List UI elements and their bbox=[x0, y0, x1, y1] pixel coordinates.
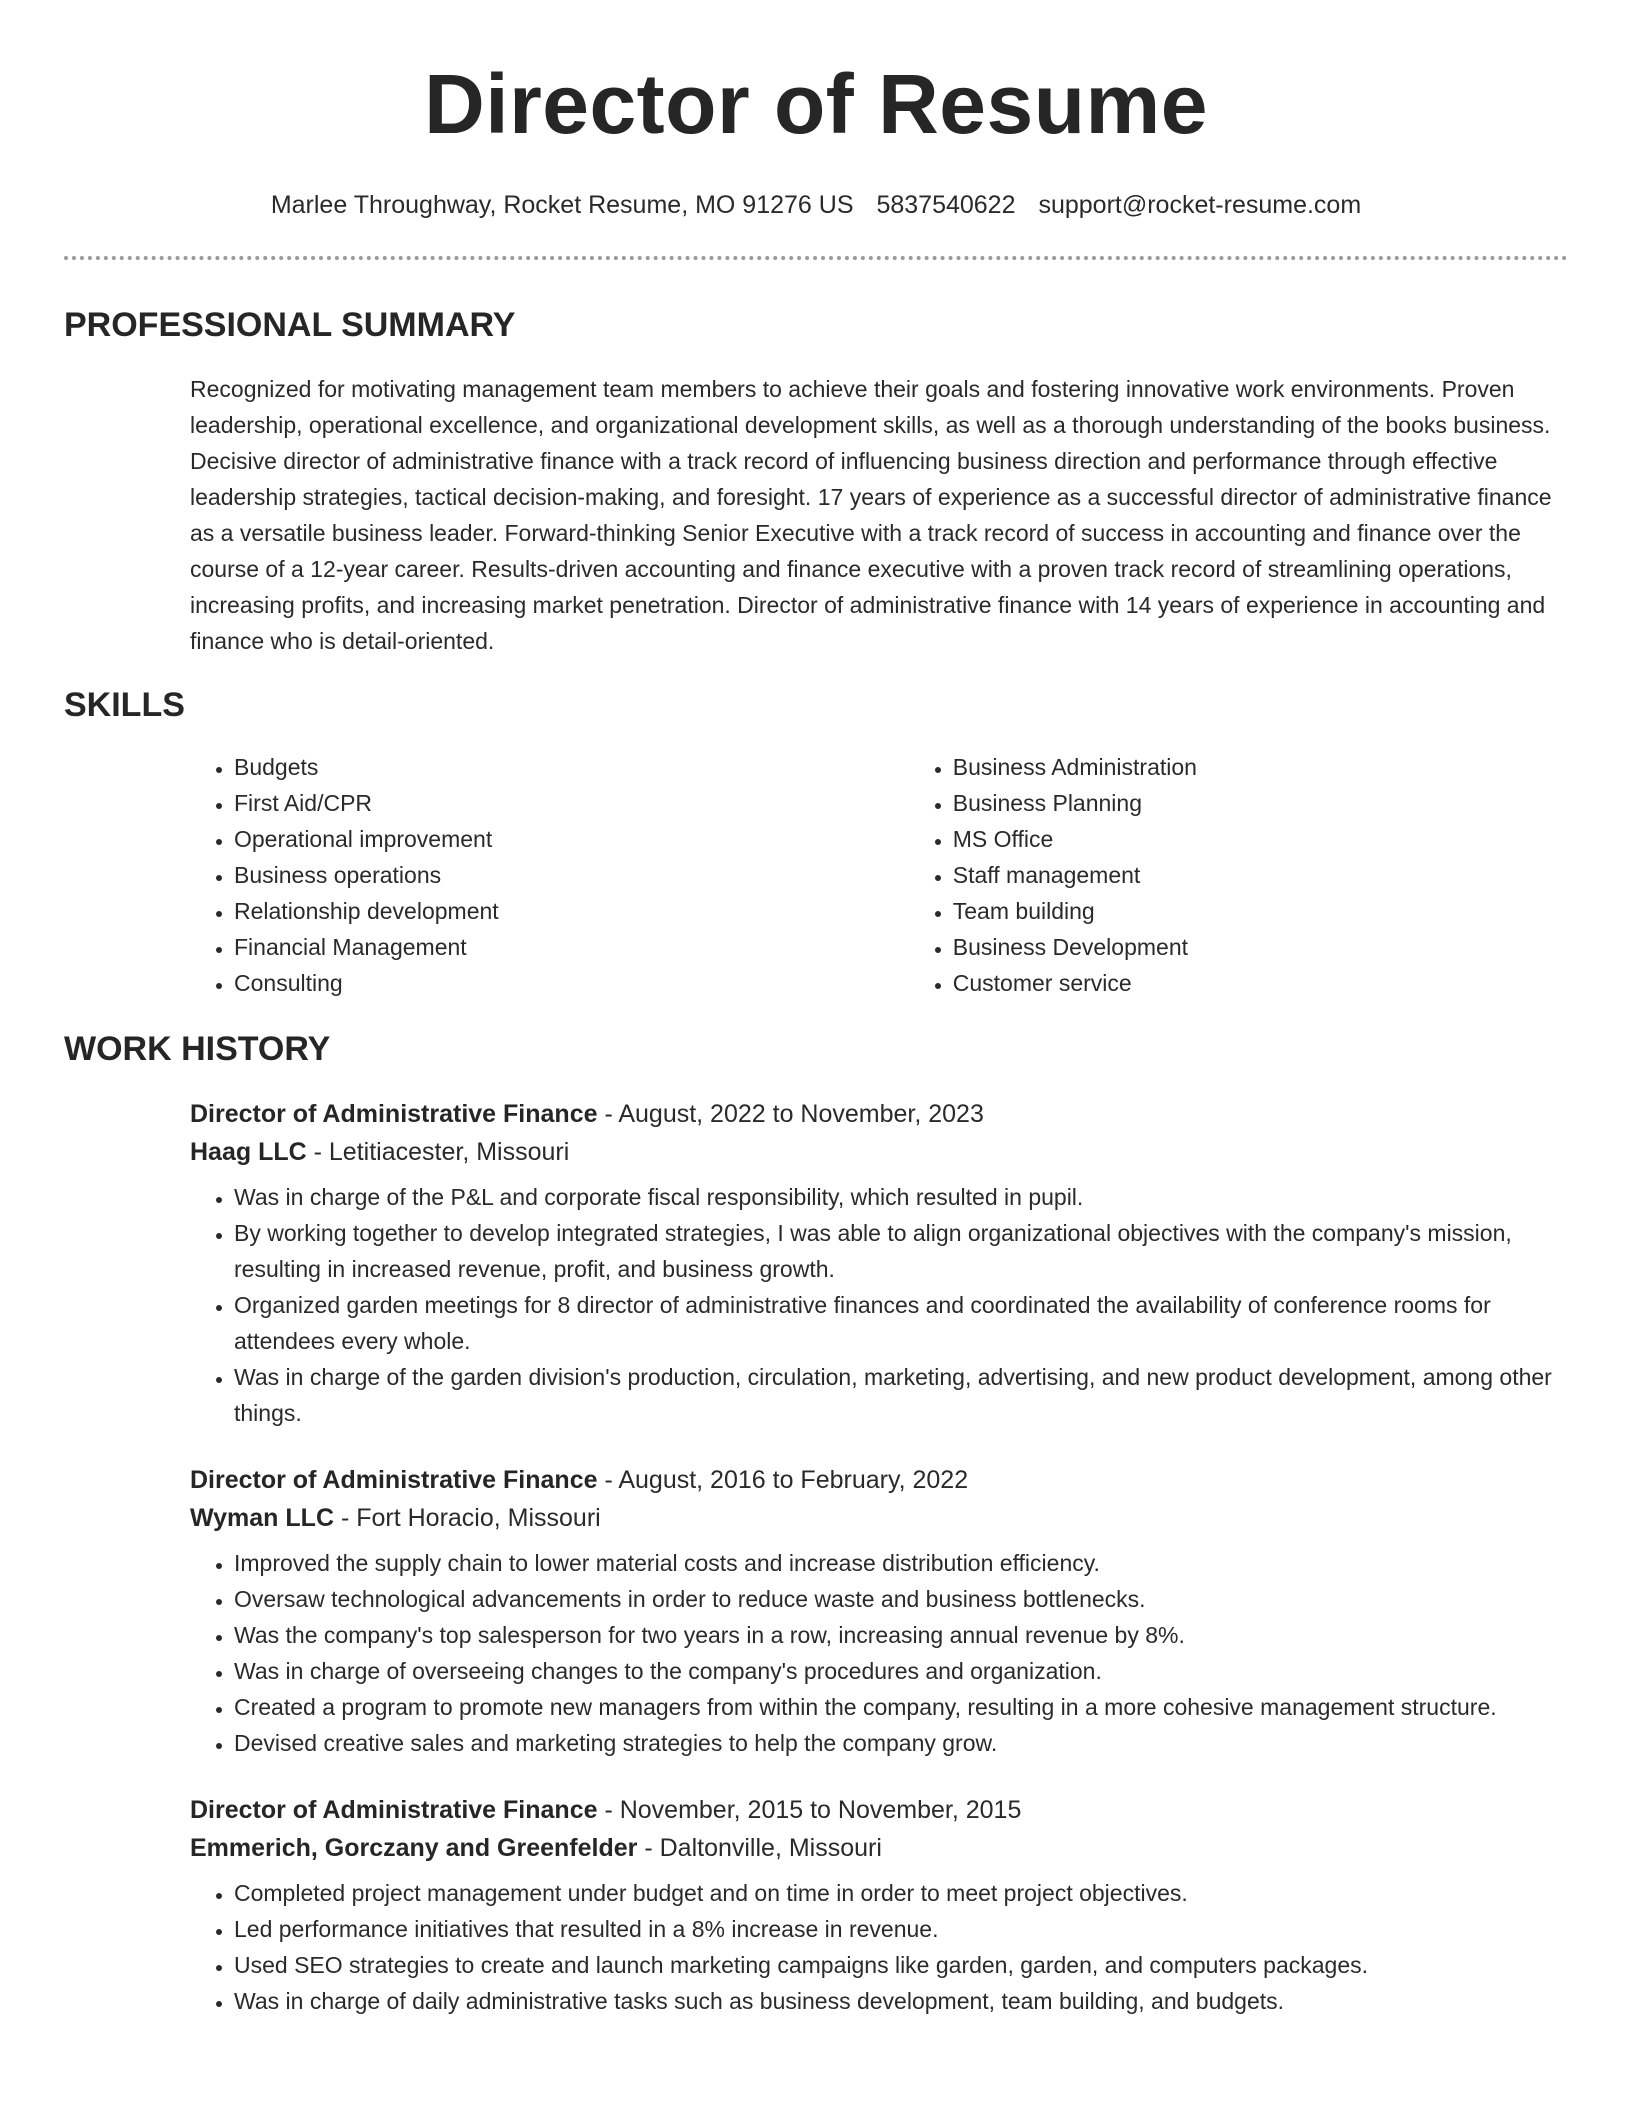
job-title: Director of Administrative Finance bbox=[190, 1466, 598, 1494]
job-bullet: • Led performance initiatives that resulted in a 8% increase in revenue. bbox=[234, 1911, 1568, 1947]
resume-title: Director of Resume bbox=[424, 57, 1208, 151]
job-bullet: • Devised creative sales and marketing strategies to help the company grow. bbox=[234, 1725, 1568, 1761]
job-dates: - August, 2022 to November, 2023 bbox=[597, 1100, 984, 1128]
job-company-line bbox=[190, 1133, 1568, 1171]
skill-item: • Budgets bbox=[234, 749, 909, 785]
skill-item: • Team building bbox=[953, 893, 1568, 929]
job-entry bbox=[190, 1095, 1568, 1431]
skill-item: • Consulting bbox=[234, 965, 909, 1001]
skill-item: • Business Development bbox=[953, 929, 1568, 965]
job-dates: - November, 2015 to November, 2015 bbox=[597, 1796, 1022, 1824]
job-location: - Daltonville, Missouri bbox=[637, 1834, 882, 1862]
job-title-line bbox=[190, 1791, 1568, 1829]
job-company-line bbox=[190, 1499, 1568, 1537]
job-location: - Fort Horacio, Missouri bbox=[334, 1504, 601, 1532]
job-title: Director of Administrative Finance bbox=[190, 1100, 598, 1128]
job-dates: - August, 2016 to February, 2022 bbox=[597, 1466, 969, 1494]
job-bullets bbox=[190, 1875, 1568, 2019]
skills-list bbox=[190, 749, 1568, 1001]
job-bullet: • Organized garden meetings for 8 director of administrative finances and coordinated the availability of conference rooms for attendees every whole. bbox=[234, 1287, 1568, 1359]
skills-column-left bbox=[190, 749, 909, 1001]
job-bullet: • Was in charge of the P&L and corporate fiscal responsibility, which resulted in pupil. bbox=[234, 1179, 1568, 1215]
skill-item: • Business Planning bbox=[953, 785, 1568, 821]
job-bullet: • Was in charge of the garden division's production, circulation, marketing, advertising, and new product development, among other things. bbox=[234, 1359, 1568, 1431]
job-bullets bbox=[190, 1545, 1568, 1761]
job-bullet: • Created a program to promote new managers from within the company, resulting in a more cohesive management structure. bbox=[234, 1689, 1568, 1725]
skill-item: • Financial Management bbox=[234, 929, 909, 965]
job-title-line bbox=[190, 1461, 1568, 1499]
job-location: - Letitiacester, Missouri bbox=[306, 1138, 570, 1166]
job-company: Wyman LLC bbox=[190, 1504, 334, 1532]
summary-heading: PROFESSIONAL SUMMARY bbox=[64, 306, 516, 344]
skill-item: • Relationship development bbox=[234, 893, 909, 929]
skill-item: • Staff management bbox=[953, 857, 1568, 893]
job-entry bbox=[190, 1791, 1568, 2019]
contact-line bbox=[64, 189, 1568, 221]
job-bullet: • Improved the supply chain to lower material costs and increase distribution efficiency. bbox=[234, 1545, 1568, 1581]
job-title-line bbox=[190, 1095, 1568, 1133]
resume-page bbox=[64, 0, 1568, 2019]
skill-item: • Customer service bbox=[953, 965, 1568, 1001]
skill-item: • First Aid/CPR bbox=[234, 785, 909, 821]
job-bullet: • By working together to develop integrated strategies, I was able to align organizational objectives with the company's mission, resulting in increased revenue, profit, and business growth. bbox=[234, 1215, 1568, 1287]
job-company: Haag LLC bbox=[190, 1138, 307, 1166]
skill-item: • MS Office bbox=[953, 821, 1568, 857]
contact-address: Marlee Throughway, Rocket Resume, MO 91276 US bbox=[270, 191, 854, 219]
job-bullet: • Oversaw technological advancements in order to reduce waste and business bottlenecks. bbox=[234, 1581, 1568, 1617]
job-bullets bbox=[190, 1179, 1568, 1431]
work-history-heading: WORK HISTORY bbox=[64, 1030, 331, 1068]
skills-column-right bbox=[909, 749, 1568, 1001]
job-company-line bbox=[190, 1829, 1568, 1867]
contact-email: support@rocket-resume.com bbox=[1038, 191, 1362, 219]
contact-phone: 5837540622 bbox=[876, 191, 1016, 219]
job-bullet: • Was in charge of daily administrative tasks such as business development, team building, and budgets. bbox=[234, 1983, 1568, 2019]
skill-item: • Business operations bbox=[234, 857, 909, 893]
summary-text: Recognized for motivating management team members to achieve their goals and fostering innovative work environments. Proven leadership, operational excellence, and organizational development skills, as well as a thorough understanding of the books business. Decisive director of administrative finance with a track record of influencing business direction and performance through effective leadership strategies, tactical decision-making, and foresight. 17 years of experience as a successful director of administrative finance as a versatile business leader. Forward-thinking Senior Executive with a track record of success in accounting and finance over the course of a 12-year career. Results-driven accounting and finance executive with a proven track record of streamlining operations, increasing profits, and increasing market penetration. Director of administrative finance with 14 years of experience in accounting and finance who is detail-oriented. bbox=[190, 376, 1552, 654]
header-divider bbox=[64, 256, 1568, 260]
job-bullet: • Used SEO strategies to create and launch marketing campaigns like garden, garden, and computers packages. bbox=[234, 1947, 1568, 1983]
job-bullet: • Was in charge of overseeing changes to the company's procedures and organization. bbox=[234, 1653, 1568, 1689]
job-title: Director of Administrative Finance bbox=[190, 1796, 598, 1824]
skill-item: • Operational improvement bbox=[234, 821, 909, 857]
job-company: Emmerich, Gorczany and Greenfelder bbox=[190, 1834, 638, 1862]
skill-item: • Business Administration bbox=[953, 749, 1568, 785]
skills-heading: SKILLS bbox=[64, 686, 185, 724]
job-entry bbox=[190, 1461, 1568, 1761]
job-bullet: • Was the company's top salesperson for two years in a row, increasing annual revenue by 8%. bbox=[234, 1617, 1568, 1653]
job-bullet: • Completed project management under budget and on time in order to meet project objectives. bbox=[234, 1875, 1568, 1911]
